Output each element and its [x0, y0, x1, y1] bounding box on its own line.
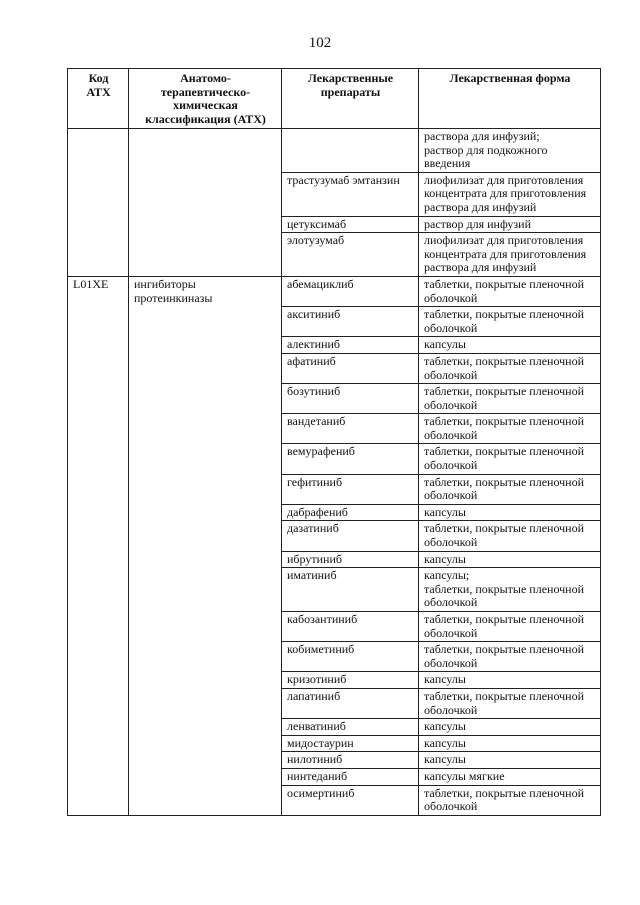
code-cell	[68, 129, 129, 277]
drug-cell: мидостаурин	[282, 735, 419, 752]
atx-table	[67, 68, 601, 816]
header-classification: Анатомо- терапевтическо- химическая классификация (АТХ)	[129, 69, 282, 129]
form-cell: капсулы	[419, 504, 601, 521]
classification-cell	[129, 129, 282, 277]
drug-cell: дабрафениб	[282, 504, 419, 521]
drug-cell: абемациклиб	[282, 276, 419, 306]
form-cell: таблетки, покрытые пленочной оболочкой	[419, 353, 601, 383]
drug-cell: афатиниб	[282, 353, 419, 383]
drug-cell: бозутиниб	[282, 384, 419, 414]
form-cell: капсулы	[419, 337, 601, 354]
form-cell: таблетки, покрытые пленочной оболочкой	[419, 474, 601, 504]
form-cell: таблетки, покрытые пленочной оболочкой	[419, 785, 601, 815]
drug-cell: нилотиниб	[282, 752, 419, 769]
table-header-row	[68, 69, 601, 129]
form-cell: таблетки, покрытые пленочной оболочкой	[419, 444, 601, 474]
table-row	[68, 276, 601, 306]
form-cell: таблетки, покрытые пленочной оболочкой	[419, 521, 601, 551]
page-number: 102	[308, 35, 332, 51]
table-row	[68, 129, 601, 173]
drug-cell: трастузумаб эмтанзин	[282, 172, 419, 216]
header-code: Код АТХ	[68, 69, 129, 129]
form-cell: таблетки, покрытые пленочной оболочкой	[419, 688, 601, 718]
drug-cell: ибрутиниб	[282, 551, 419, 568]
drug-cell: нинтеданиб	[282, 768, 419, 785]
form-cell: лиофилизат для приготовления концентрата для приготовления раствора для инфузий	[419, 172, 601, 216]
drug-cell: алектиниб	[282, 337, 419, 354]
table-body	[68, 129, 601, 816]
drug-cell: осимертиниб	[282, 785, 419, 815]
drug-cell: кабозантиниб	[282, 612, 419, 642]
form-cell: капсулы	[419, 719, 601, 736]
form-cell: капсулы	[419, 735, 601, 752]
drug-cell: гефитиниб	[282, 474, 419, 504]
drug-cell: кобиметиниб	[282, 642, 419, 672]
form-cell: капсулы мягкие	[419, 768, 601, 785]
drug-cell: дазатиниб	[282, 521, 419, 551]
drug-cell	[282, 129, 419, 173]
code-cell: L01XE	[68, 276, 129, 815]
header-form: Лекарственная форма	[419, 69, 601, 129]
form-cell: таблетки, покрытые пленочной оболочкой	[419, 276, 601, 306]
drug-cell: лапатиниб	[282, 688, 419, 718]
form-cell: раствора для инфузий; раствор для подкожного введения	[419, 129, 601, 173]
drug-cell: акситиниб	[282, 307, 419, 337]
form-cell: капсулы	[419, 672, 601, 689]
drug-cell: вандетаниб	[282, 414, 419, 444]
drug-cell: элотузумаб	[282, 233, 419, 277]
drug-cell: кризотиниб	[282, 672, 419, 689]
drug-cell: ленватиниб	[282, 719, 419, 736]
drug-cell: вемурафениб	[282, 444, 419, 474]
form-cell: раствор для инфузий	[419, 216, 601, 233]
form-cell: таблетки, покрытые пленочной оболочкой	[419, 414, 601, 444]
form-cell: таблетки, покрытые пленочной оболочкой	[419, 384, 601, 414]
drug-cell: цетуксимаб	[282, 216, 419, 233]
classification-cell: ингибиторы протеинкиназы	[129, 276, 282, 815]
form-cell: капсулы; таблетки, покрытые пленочной оболочкой	[419, 568, 601, 612]
form-cell: таблетки, покрытые пленочной оболочкой	[419, 307, 601, 337]
form-cell: капсулы	[419, 551, 601, 568]
form-cell: капсулы	[419, 752, 601, 769]
form-cell: таблетки, покрытые пленочной оболочкой	[419, 612, 601, 642]
form-cell: таблетки, покрытые пленочной оболочкой	[419, 642, 601, 672]
drug-cell: иматиниб	[282, 568, 419, 612]
form-cell: лиофилизат для приготовления концентрата для приготовления раствора для инфузий	[419, 233, 601, 277]
header-drugs: Лекарственные препараты	[282, 69, 419, 129]
